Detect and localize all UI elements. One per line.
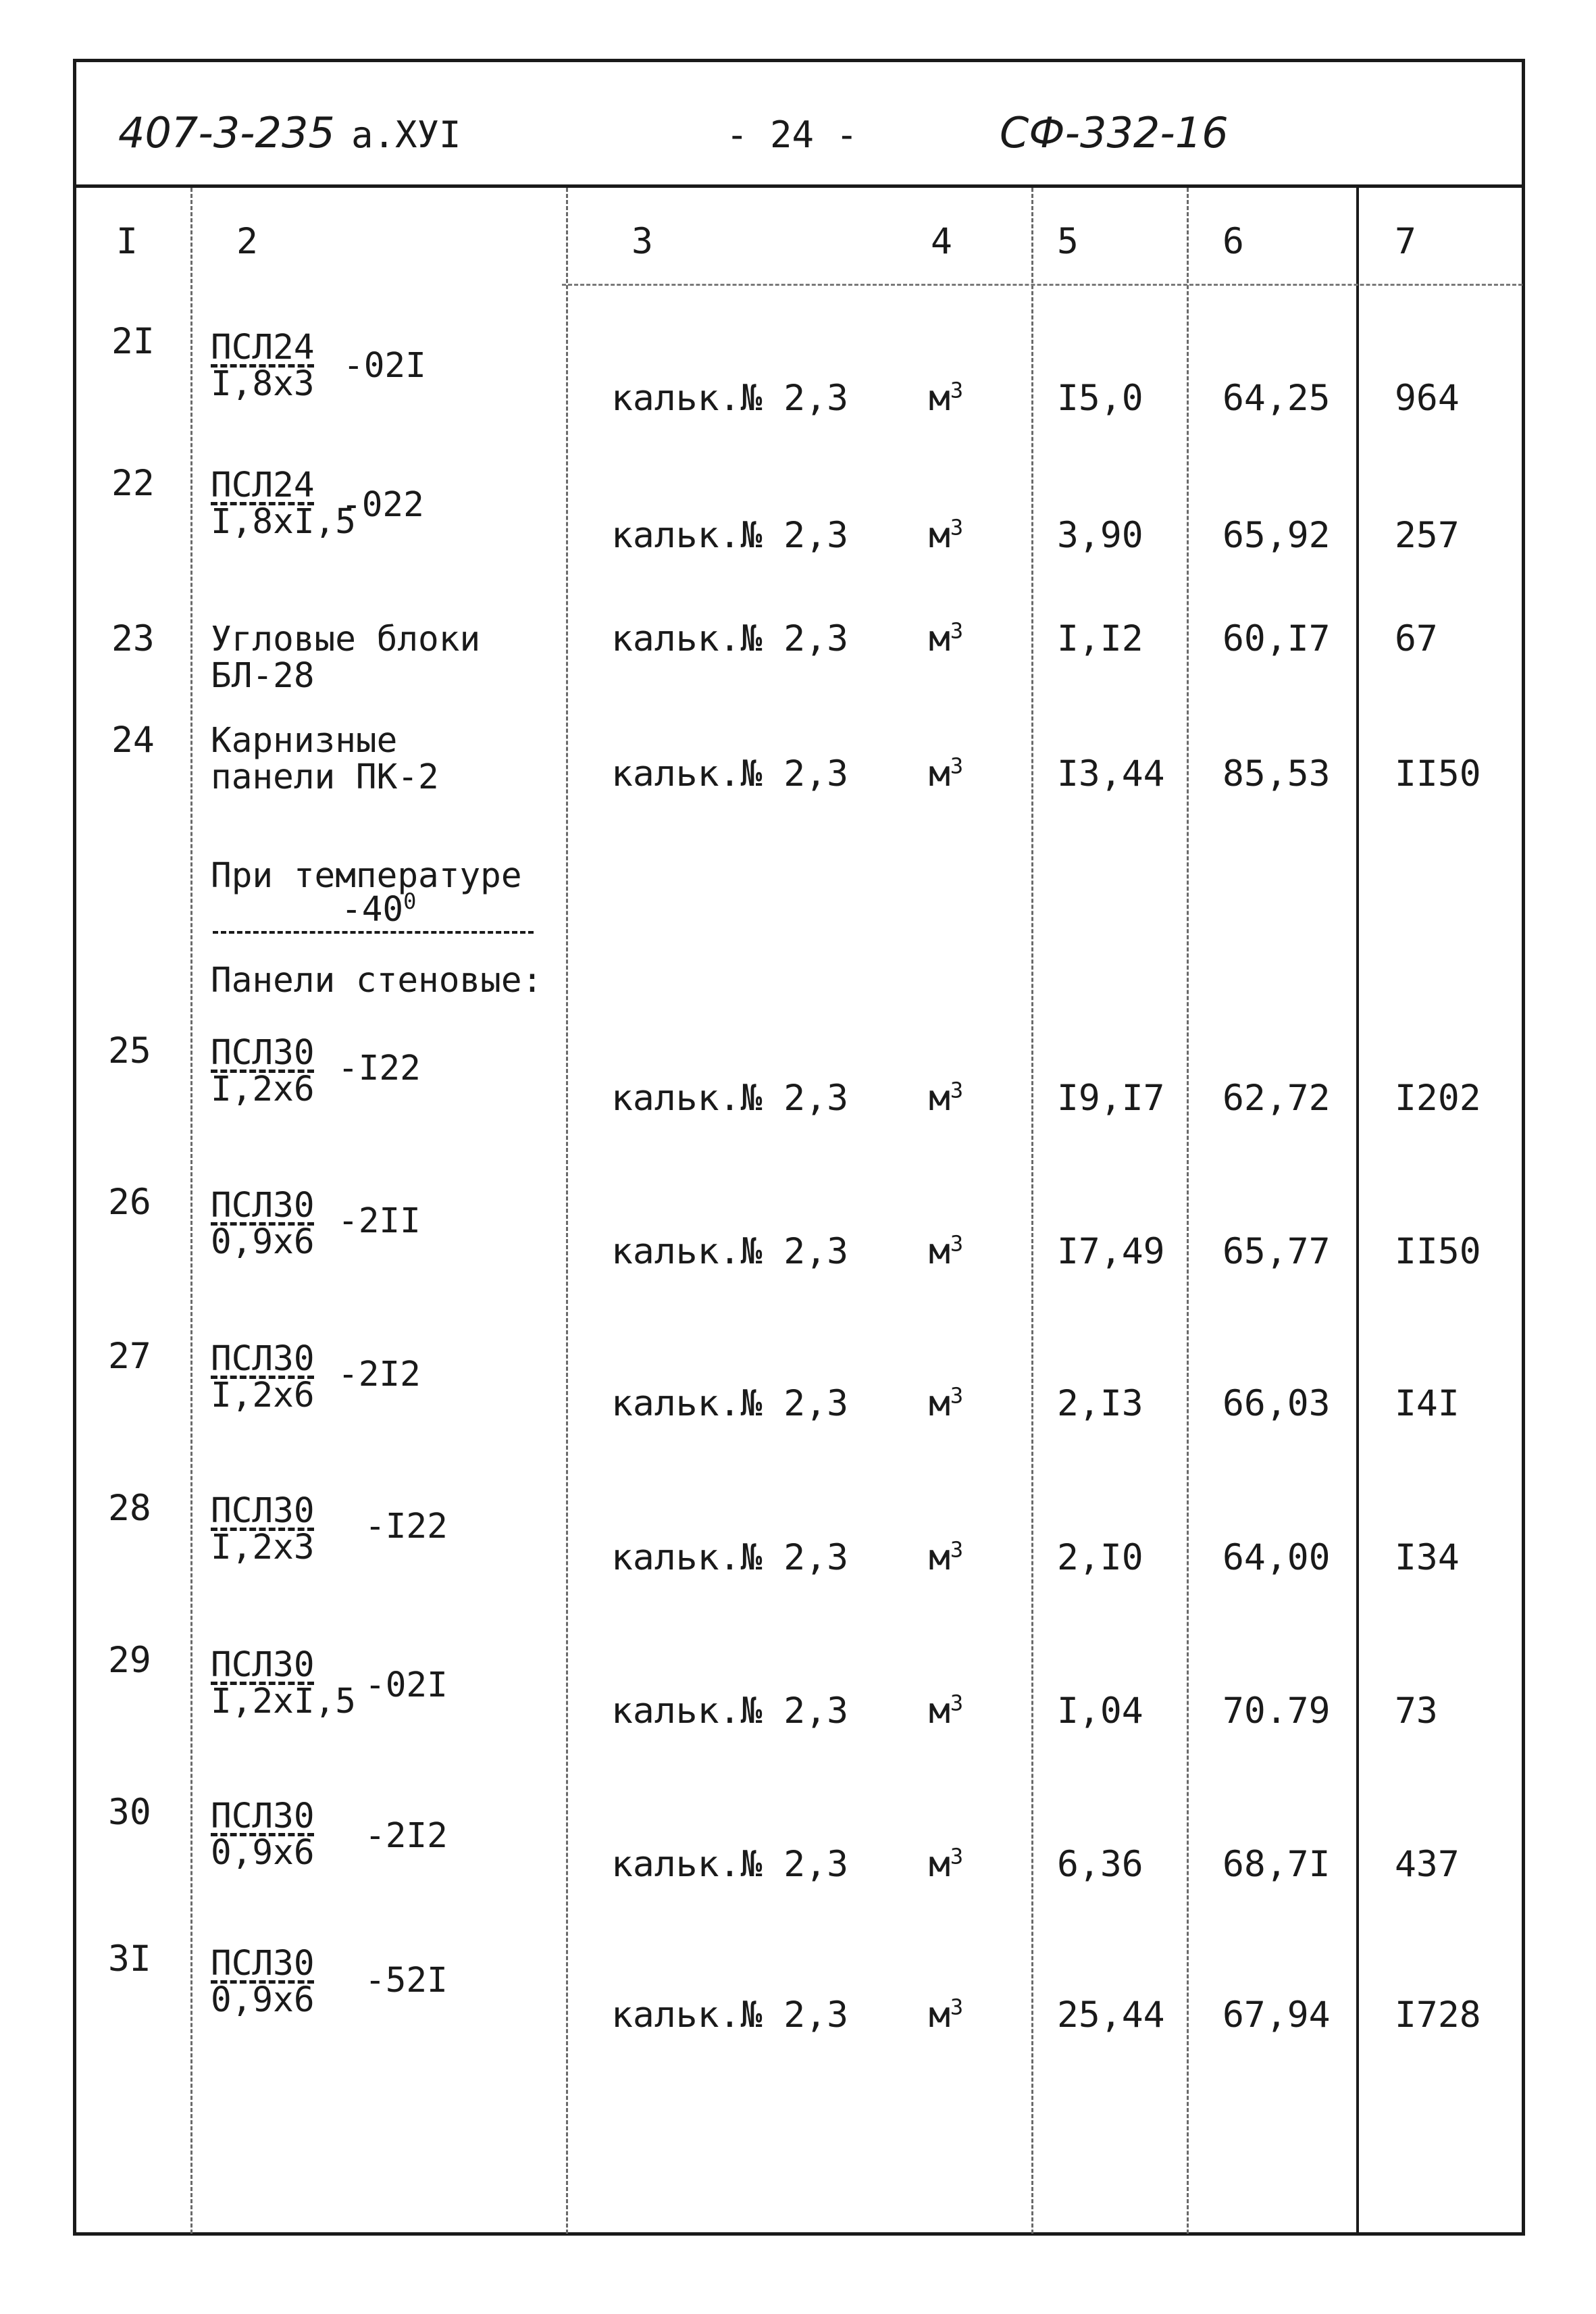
item-code: ПСЛ30 <box>211 1796 315 1836</box>
unit: $м^3$ <box>929 1536 964 1578</box>
row-number: 24 <box>111 720 155 761</box>
calc-ref: кальк.№ 2,3 <box>611 1537 848 1578</box>
unit-price: 65,92 <box>1222 515 1331 556</box>
row-number: 3I <box>108 1938 151 1980</box>
unit-price: 68,7I <box>1222 1844 1331 1885</box>
item-code: ПСЛ24 <box>211 466 315 505</box>
total: 964 <box>1395 378 1460 419</box>
item-suffix: -I22 <box>365 1507 448 1546</box>
col-header: 5 <box>1057 221 1079 262</box>
page-number: - 24 - <box>726 114 858 156</box>
item-name <box>211 330 315 403</box>
calc-ref: кальк.№ 2,3 <box>611 1690 848 1732</box>
section-underline <box>213 931 534 934</box>
unit-price: 64,25 <box>1222 378 1331 419</box>
unit: $м^3$ <box>929 1994 964 2036</box>
quantity: I,04 <box>1057 1690 1143 1732</box>
quantity: I5,0 <box>1057 378 1143 419</box>
item-suffix: -022 <box>341 485 424 525</box>
item-size: I,8x3 <box>211 364 315 404</box>
item-code: ПСЛ24 <box>211 328 315 368</box>
unit: $м^3$ <box>929 618 964 659</box>
row-number: 27 <box>108 1336 151 1377</box>
col-header: 6 <box>1222 221 1244 262</box>
total: 437 <box>1395 1844 1460 1885</box>
calc-ref: кальк.№ 2,3 <box>611 515 848 556</box>
unit-price: 70.79 <box>1222 1690 1331 1732</box>
quantity: 2,I3 <box>1057 1383 1143 1424</box>
total: I728 <box>1395 1994 1481 2036</box>
item-size: I,2x6 <box>211 1376 315 1415</box>
calc-ref: кальк.№ 2,3 <box>611 378 848 419</box>
col-header: 2 <box>236 221 258 262</box>
col-header: 3 <box>632 221 653 262</box>
quantity: 25,44 <box>1057 1994 1165 2036</box>
item-suffix: -02I <box>343 346 426 386</box>
calc-ref: кальк.№ 2,3 <box>611 1383 848 1424</box>
calc-ref: кальк.№ 2,3 <box>611 618 848 659</box>
unit-price: 67,94 <box>1222 1994 1331 2036</box>
item-name <box>211 1035 315 1108</box>
total: I202 <box>1395 1078 1481 1119</box>
item-name <box>211 1796 315 1873</box>
unit: $м^3$ <box>929 377 964 419</box>
quantity: I,I2 <box>1057 618 1143 659</box>
row-number: 28 <box>108 1488 151 1529</box>
item-size: I,8xI,5 <box>211 502 356 542</box>
quantity: 2,I0 <box>1057 1537 1143 1578</box>
unit: $м^3$ <box>929 1077 964 1119</box>
total: II50 <box>1395 753 1481 795</box>
item-size: 0,9x6 <box>211 1980 315 2020</box>
row-number: 25 <box>108 1030 151 1072</box>
item-code: ПСЛ30 <box>211 1491 315 1531</box>
item-size: I,2x6 <box>211 1070 315 1109</box>
col-header: 7 <box>1395 221 1416 262</box>
col-divider <box>1356 188 1359 2234</box>
unit-price: 60,I7 <box>1222 618 1331 659</box>
item-name <box>211 1188 315 1261</box>
total: II50 <box>1395 1231 1481 1272</box>
section-panels-label: Панели стеновые: <box>211 961 543 1001</box>
album-number: а.ХУI <box>351 114 461 156</box>
total: I34 <box>1395 1537 1460 1578</box>
item-code: ПСЛ30 <box>211 1339 315 1379</box>
row-number: 29 <box>108 1640 151 1681</box>
total: 257 <box>1395 515 1460 556</box>
col-header: I <box>116 221 138 262</box>
item-name <box>211 1647 356 1720</box>
column-header-divider <box>562 284 1522 286</box>
item-name <box>211 468 356 540</box>
section-temperature-label: При температуре <box>211 856 522 896</box>
item-suffix: -52I <box>365 1961 448 2001</box>
section-temperature-value: $-40^0$ <box>341 888 417 930</box>
total: 67 <box>1395 618 1438 659</box>
quantity: 6,36 <box>1057 1844 1143 1885</box>
calc-ref: кальк.№ 2,3 <box>611 1994 848 2036</box>
item-code: ПСЛ30 <box>211 1645 315 1685</box>
unit-price: 65,77 <box>1222 1231 1331 1272</box>
item-suffix: -2I2 <box>365 1816 448 1856</box>
unit: $м^3$ <box>929 1690 964 1732</box>
quantity: I3,44 <box>1057 753 1165 795</box>
calc-ref: кальк.№ 2,3 <box>611 753 848 795</box>
unit-price: 62,72 <box>1222 1078 1331 1119</box>
col-divider <box>1187 188 1189 2234</box>
sheet-code: СФ-332-16 <box>1000 108 1229 157</box>
col-divider <box>190 188 192 2234</box>
item-size: I,2xI,5 <box>211 1682 356 1721</box>
item-suffix: -I22 <box>338 1049 421 1088</box>
calc-ref: кальк.№ 2,3 <box>611 1231 848 1272</box>
item-size: 0,9x6 <box>211 1833 315 1873</box>
item-name <box>211 1946 315 2019</box>
item-name: Карнизные панели ПК-2 <box>211 721 439 797</box>
col-divider <box>1031 188 1033 2234</box>
header-divider <box>73 184 1525 188</box>
item-code: ПСЛ30 <box>211 1944 315 1984</box>
unit: $м^3$ <box>929 1843 964 1885</box>
row-number: 30 <box>108 1792 151 1833</box>
total: I4I <box>1395 1383 1460 1424</box>
row-number: 22 <box>111 463 155 504</box>
item-suffix: -2II <box>338 1201 421 1241</box>
item-suffix: -02I <box>365 1665 448 1705</box>
calc-ref: кальк.№ 2,3 <box>611 1844 848 1885</box>
unit: $м^3$ <box>929 514 964 556</box>
unit: $м^3$ <box>929 753 964 795</box>
item-size: I,2x3 <box>211 1528 315 1567</box>
unit: $м^3$ <box>929 1230 964 1272</box>
calc-ref: кальк.№ 2,3 <box>611 1078 848 1119</box>
quantity: 3,90 <box>1057 515 1143 556</box>
col-divider <box>566 188 568 2234</box>
item-code: ПСЛ30 <box>211 1186 315 1226</box>
item-name: Угловые блоки БЛ-28 <box>211 620 481 696</box>
item-name <box>211 1341 315 1414</box>
col-header: 4 <box>931 221 952 262</box>
doc-code: 407-3-235 <box>118 108 335 157</box>
unit: $м^3$ <box>929 1382 964 1424</box>
row-number: 23 <box>111 618 155 659</box>
item-suffix: -2I2 <box>338 1355 421 1394</box>
item-name <box>211 1493 315 1566</box>
item-size: 0,9x6 <box>211 1222 315 1262</box>
quantity: I9,I7 <box>1057 1078 1165 1119</box>
unit-price: 66,03 <box>1222 1383 1331 1424</box>
quantity: I7,49 <box>1057 1231 1165 1272</box>
item-code: ПСЛ30 <box>211 1033 315 1073</box>
unit-price: 85,53 <box>1222 753 1331 795</box>
row-number: 26 <box>108 1182 151 1223</box>
row-number: 2I <box>111 321 155 362</box>
total: 73 <box>1395 1690 1438 1732</box>
unit-price: 64,00 <box>1222 1537 1331 1578</box>
